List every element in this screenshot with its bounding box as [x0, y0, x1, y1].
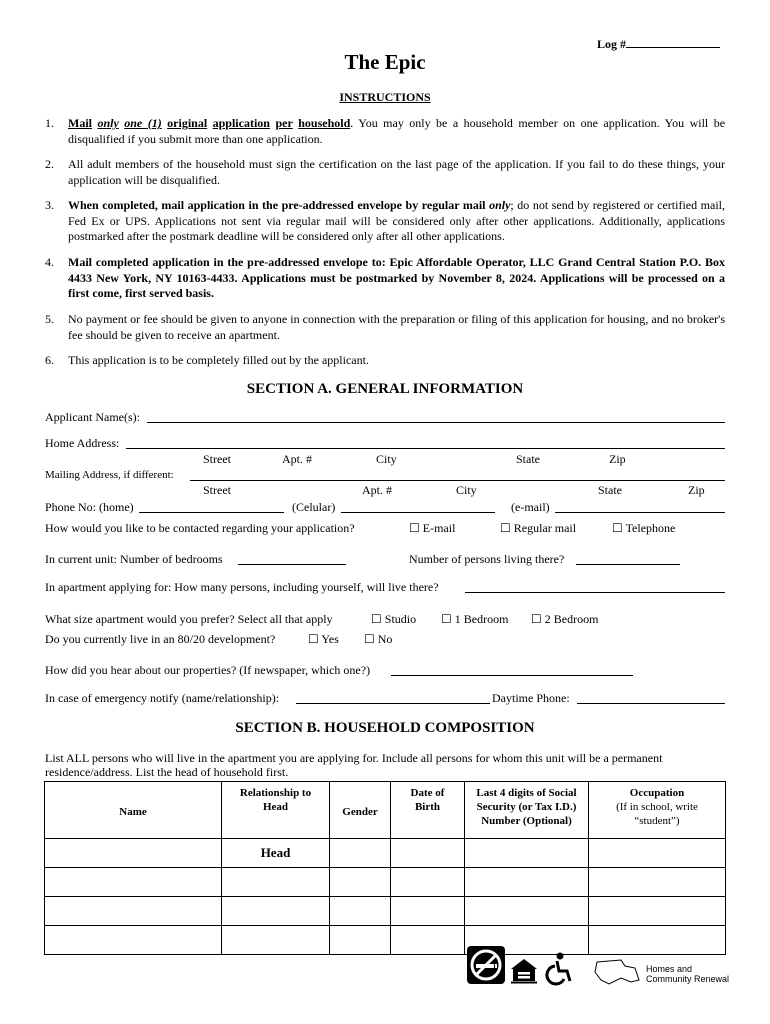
hear-about-label: How did you hear about our properties? (If newspaper, which one?)	[45, 663, 371, 677]
col-gender: Gender	[330, 782, 391, 839]
col-dob: Date of Birth	[391, 782, 465, 839]
bedrooms-label: In current unit: Number of bedrooms	[45, 552, 223, 566]
size-studio-checkbox[interactable]: ☐ Studio	[371, 612, 417, 626]
home-zip-caption: Zip	[609, 452, 626, 466]
cell-input[interactable]	[391, 926, 465, 955]
checkbox-icon: ☐	[531, 612, 542, 626]
cell-input[interactable]	[589, 868, 726, 897]
contact-preference-label: How would you like to be contacted regarding your application?	[45, 521, 355, 535]
mail-state-caption: State	[598, 483, 622, 497]
contact-mail-checkbox[interactable]: ☐ Regular mail	[500, 521, 577, 535]
apartment-size-label: What size apartment would you prefer? Select all that apply	[45, 612, 333, 626]
persons-applying-label: In apartment applying for: How many persons, including yourself, will live there?	[45, 580, 439, 594]
contact-email-checkbox[interactable]: ☐ E-mail	[409, 521, 456, 535]
section-b-intro: List ALL persons who will live in the apartment you are applying for. Include all persons for whom this unit will be a permanent residence/address. List the head of household first.	[45, 751, 663, 779]
checkbox-icon: ☐	[441, 612, 452, 626]
email-label: (e-mail)	[511, 500, 550, 514]
cell-input[interactable]	[589, 839, 726, 868]
instruction-item-2: 2. All adult members of the household must sign the certification on the last page of the application. If you fail to do these things, your application will be disqualified.	[45, 157, 725, 187]
eighty-twenty-yes-checkbox[interactable]: ☐ Yes	[308, 632, 339, 646]
mail-apt-caption: Apt. #	[362, 483, 392, 497]
cellular-input[interactable]	[341, 512, 495, 513]
checkbox-icon: ☐	[308, 632, 319, 646]
instruction-item-1: 1. Mail only one (1) original application per household. You may only be a household member on one application. You will be disqualified if you submit more than one application.	[45, 116, 726, 146]
table-row	[45, 926, 726, 955]
persons-applying-input[interactable]	[465, 592, 725, 593]
mailing-address-label: Mailing Address, if different:	[45, 469, 174, 481]
cell-input[interactable]	[330, 868, 391, 897]
page-title: The Epic	[344, 50, 426, 74]
section-a-heading: SECTION A. GENERAL INFORMATION	[246, 381, 524, 397]
eighty-twenty-no-checkbox[interactable]: ☐ No	[364, 632, 393, 646]
cell-input[interactable]	[222, 897, 330, 926]
agency-name: Homes and Community Renewal	[646, 964, 730, 984]
table-row	[45, 839, 726, 868]
phone-home-input[interactable]	[139, 512, 284, 513]
cell-input[interactable]	[222, 926, 330, 955]
checkbox-icon: ☐	[364, 632, 375, 646]
col-occupation: Occupation (If in school, write “student”)	[589, 782, 726, 839]
cellular-label: (Celular)	[292, 500, 336, 514]
phone-home-label: Phone No: (home)	[45, 500, 134, 514]
col-relationship: Relationship to Head	[222, 782, 330, 839]
cell-input[interactable]	[45, 839, 222, 868]
equal-housing-icon	[509, 958, 539, 988]
table-row	[45, 868, 726, 897]
log-number-input[interactable]	[626, 36, 720, 48]
instructions-heading: INSTRUCTIONS	[339, 90, 431, 104]
email-input[interactable]	[555, 512, 725, 513]
cell-input[interactable]	[391, 839, 465, 868]
checkbox-icon: ☐	[612, 521, 623, 535]
size-2bedroom-checkbox[interactable]: ☐ 2 Bedroom	[531, 612, 599, 626]
home-street-caption: Street	[203, 452, 231, 466]
section-b-heading: SECTION B. HOUSEHOLD COMPOSITION	[235, 720, 535, 736]
mail-street-caption: Street	[203, 483, 231, 497]
cell-input[interactable]	[465, 868, 589, 897]
instruction-item-6: 6. This application is to be completely filled out by the applicant.	[45, 353, 369, 367]
cell-input[interactable]	[330, 897, 391, 926]
applicant-names-label: Applicant Name(s):	[45, 410, 140, 424]
nys-hcr-logo	[591, 958, 643, 990]
bedrooms-input[interactable]	[238, 564, 346, 565]
emergency-input[interactable]	[296, 703, 490, 704]
home-apt-caption: Apt. #	[282, 452, 312, 466]
col-ssn: Last 4 digits of Social Security (or Tax I.D.) Number (Optional)	[465, 782, 589, 839]
table-row	[45, 897, 726, 926]
col-name: Name	[45, 782, 222, 839]
accessibility-icon	[545, 952, 573, 990]
instruction-item-4: 4. Mail completed application in the pre-addressed envelope to: Epic Affordable Operator, LLC Grand Central Station P.O. Box 4433 New York, NY 10163-4433. Applications must be postmarked by November 8, 2024. Applications will be processed on a first come, first served basis.	[45, 255, 725, 300]
daytime-phone-label: Daytime Phone:	[492, 691, 570, 705]
no-smoking-icon	[467, 946, 505, 988]
contact-telephone-checkbox[interactable]: ☐ Telephone	[612, 521, 676, 535]
mail-zip-caption: Zip	[688, 483, 705, 497]
cell-input[interactable]	[391, 868, 465, 897]
home-city-caption: City	[376, 452, 397, 466]
daytime-phone-input[interactable]	[577, 703, 725, 704]
size-1bedroom-checkbox[interactable]: ☐ 1 Bedroom	[441, 612, 509, 626]
cell-input[interactable]	[330, 839, 391, 868]
cell-input[interactable]	[45, 897, 222, 926]
log-label: Log #	[597, 37, 627, 51]
eighty-twenty-label: Do you currently live in an 80/20 development?	[45, 632, 276, 646]
cell-input[interactable]	[391, 897, 465, 926]
household-table	[44, 781, 726, 955]
checkbox-icon: ☐	[500, 521, 511, 535]
home-address-input[interactable]	[126, 448, 725, 449]
home-state-caption: State	[516, 452, 540, 466]
instruction-item-5: 5. No payment or fee should be given to anyone in connection with the preparation or filing of this application for housing, and no broker's fee should be given to receive an apartment.	[45, 312, 725, 342]
persons-living-input[interactable]	[576, 564, 680, 565]
hear-about-input[interactable]	[391, 675, 633, 676]
mail-city-caption: City	[456, 483, 477, 497]
cell-input[interactable]	[45, 926, 222, 955]
cell-input[interactable]	[222, 868, 330, 897]
cell-relationship-head: Head	[222, 839, 330, 868]
cell-input[interactable]	[589, 897, 726, 926]
cell-input[interactable]	[465, 839, 589, 868]
cell-input[interactable]	[45, 868, 222, 897]
home-address-label: Home Address:	[45, 436, 120, 450]
cell-input[interactable]	[589, 926, 726, 955]
applicant-names-input[interactable]	[147, 422, 725, 423]
checkbox-icon: ☐	[409, 521, 420, 535]
persons-living-label: Number of persons living there?	[409, 552, 565, 566]
instruction-item-3: 3. When completed, mail application in the pre-addressed envelope by regular mail only; do not send by registered or certified mail, Fed Ex or UPS. Applications not sent via regular mail will be considered only after other applications. Additionally, applications postmarked after the postmark deadline will be considered only after all other applications.	[45, 198, 725, 243]
cell-input[interactable]	[465, 897, 589, 926]
cell-input[interactable]	[330, 926, 391, 955]
household-table-header	[45, 782, 726, 839]
checkbox-icon: ☐	[371, 612, 382, 626]
emergency-label: In case of emergency notify (name/relationship):	[45, 691, 280, 705]
mailing-address-input[interactable]	[190, 480, 725, 481]
